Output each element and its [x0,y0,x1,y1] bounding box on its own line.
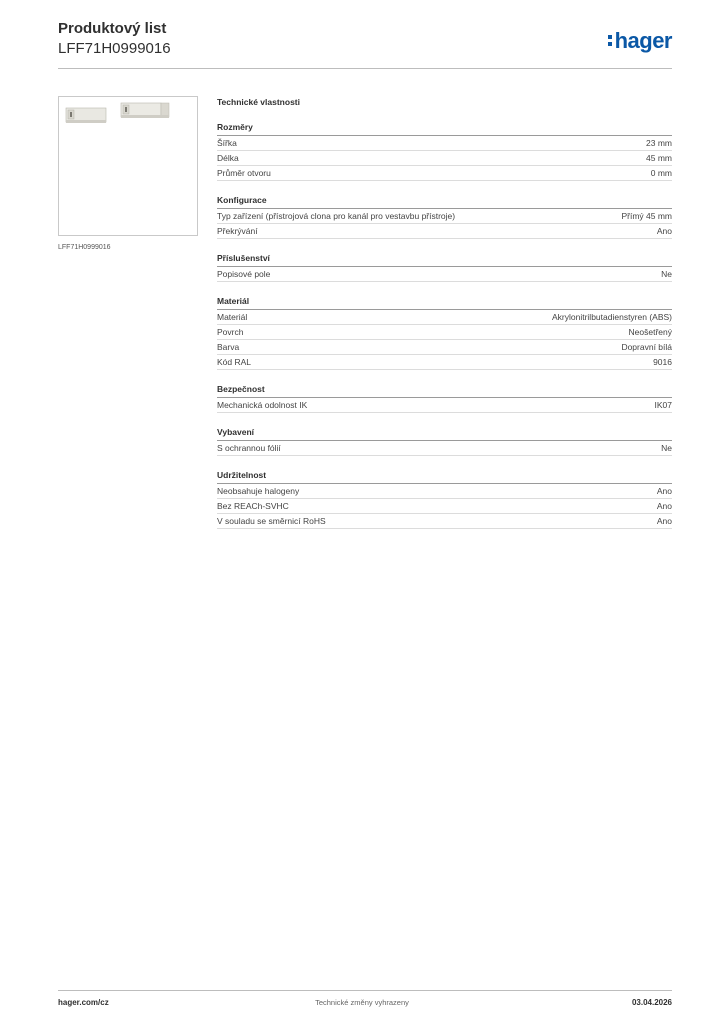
spec-row [217,484,672,499]
group-heading-configuration: Konfigurace [217,194,672,209]
group-heading-safety: Bezpečnost [217,383,672,398]
spec-row [217,340,672,355]
logo-dots-icon [608,35,613,49]
right-cover-plate [121,103,169,118]
footer-date: 03.04.2026 [631,998,672,1007]
spec-value: Neošetřený [628,327,672,337]
spec-row [217,267,672,282]
product-image [58,96,198,236]
spec-label: V souladu se směrnicí RoHS [217,516,326,526]
page-header [58,20,672,68]
spec-row [217,310,672,325]
spec-value: Přímý 45 mm [621,211,672,221]
spec-label: Bez REACh-SVHC [217,501,289,511]
spec-value: 9016 [653,357,672,367]
spec-value: IK07 [654,400,672,410]
group-heading-equipment: Vybavení [217,426,672,441]
spec-value: Ne [661,269,672,279]
spec-value: 45 mm [646,153,672,163]
spec-row [217,325,672,340]
spec-row [217,355,672,370]
spec-value: Ano [656,516,672,526]
spec-row [217,224,672,239]
spec-row [217,151,672,166]
spec-row [217,166,672,181]
spec-label: Barva [217,342,240,352]
spec-label: Délka [217,153,239,163]
spec-label: Povrch [217,327,244,337]
spec-value: Dopravní bílá [621,342,672,352]
hager-logo [608,28,672,54]
spec-row [217,209,672,224]
spec-row [217,398,672,413]
product-code: LFF71H0999016 [58,40,171,57]
spec-row [217,514,672,529]
page-title: Produktový list [58,20,167,37]
spec-label: Překrývání [217,226,258,236]
spec-value: Ne [661,443,672,453]
spec-value: 0 mm [650,168,672,178]
spec-value: Akrylonitrilbutadienstyren (ABS) [552,312,672,322]
technical-specs [217,96,672,529]
footer-divider [58,990,672,991]
footer-website: hager.com/cz [58,998,109,1007]
image-caption: LFF71H0999016 [58,244,111,251]
cover-plates-illustration [59,97,197,235]
spec-label: Materiál [217,312,248,322]
group-heading-dimensions: Rozměry [217,121,672,136]
group-heading-sustainability: Udržitelnost [217,469,672,484]
spec-row [217,499,672,514]
header-divider [58,68,672,69]
spec-value: Ano [656,226,672,236]
spec-label: Neobsahuje halogeny [217,486,300,496]
spec-label: Kód RAL [217,357,252,367]
spec-value: 23 mm [646,138,672,148]
spec-label: Šířka [217,138,237,148]
spec-row [217,136,672,151]
spec-row [217,441,672,456]
footer-notice: Technické změny vyhrazeny [315,998,409,1007]
spec-label: Průměr otvoru [217,168,271,178]
group-heading-material: Materiál [217,295,672,310]
spec-value: Ano [656,486,672,496]
spec-label: Typ zařízení (přístrojová clona pro kanál pro vestavbu přístroje) [217,211,456,221]
spec-label: Mechanická odolnost IK [217,400,308,410]
specs-title: Technické vlastnosti [217,97,300,107]
spec-label: S ochrannou fólií [217,443,281,453]
spec-value: Ano [656,501,672,511]
logo-text: hager [614,28,672,53]
group-heading-accessories: Příslušenství [217,252,672,267]
left-cover-plate [66,108,106,123]
spec-label: Popisové pole [217,269,271,279]
